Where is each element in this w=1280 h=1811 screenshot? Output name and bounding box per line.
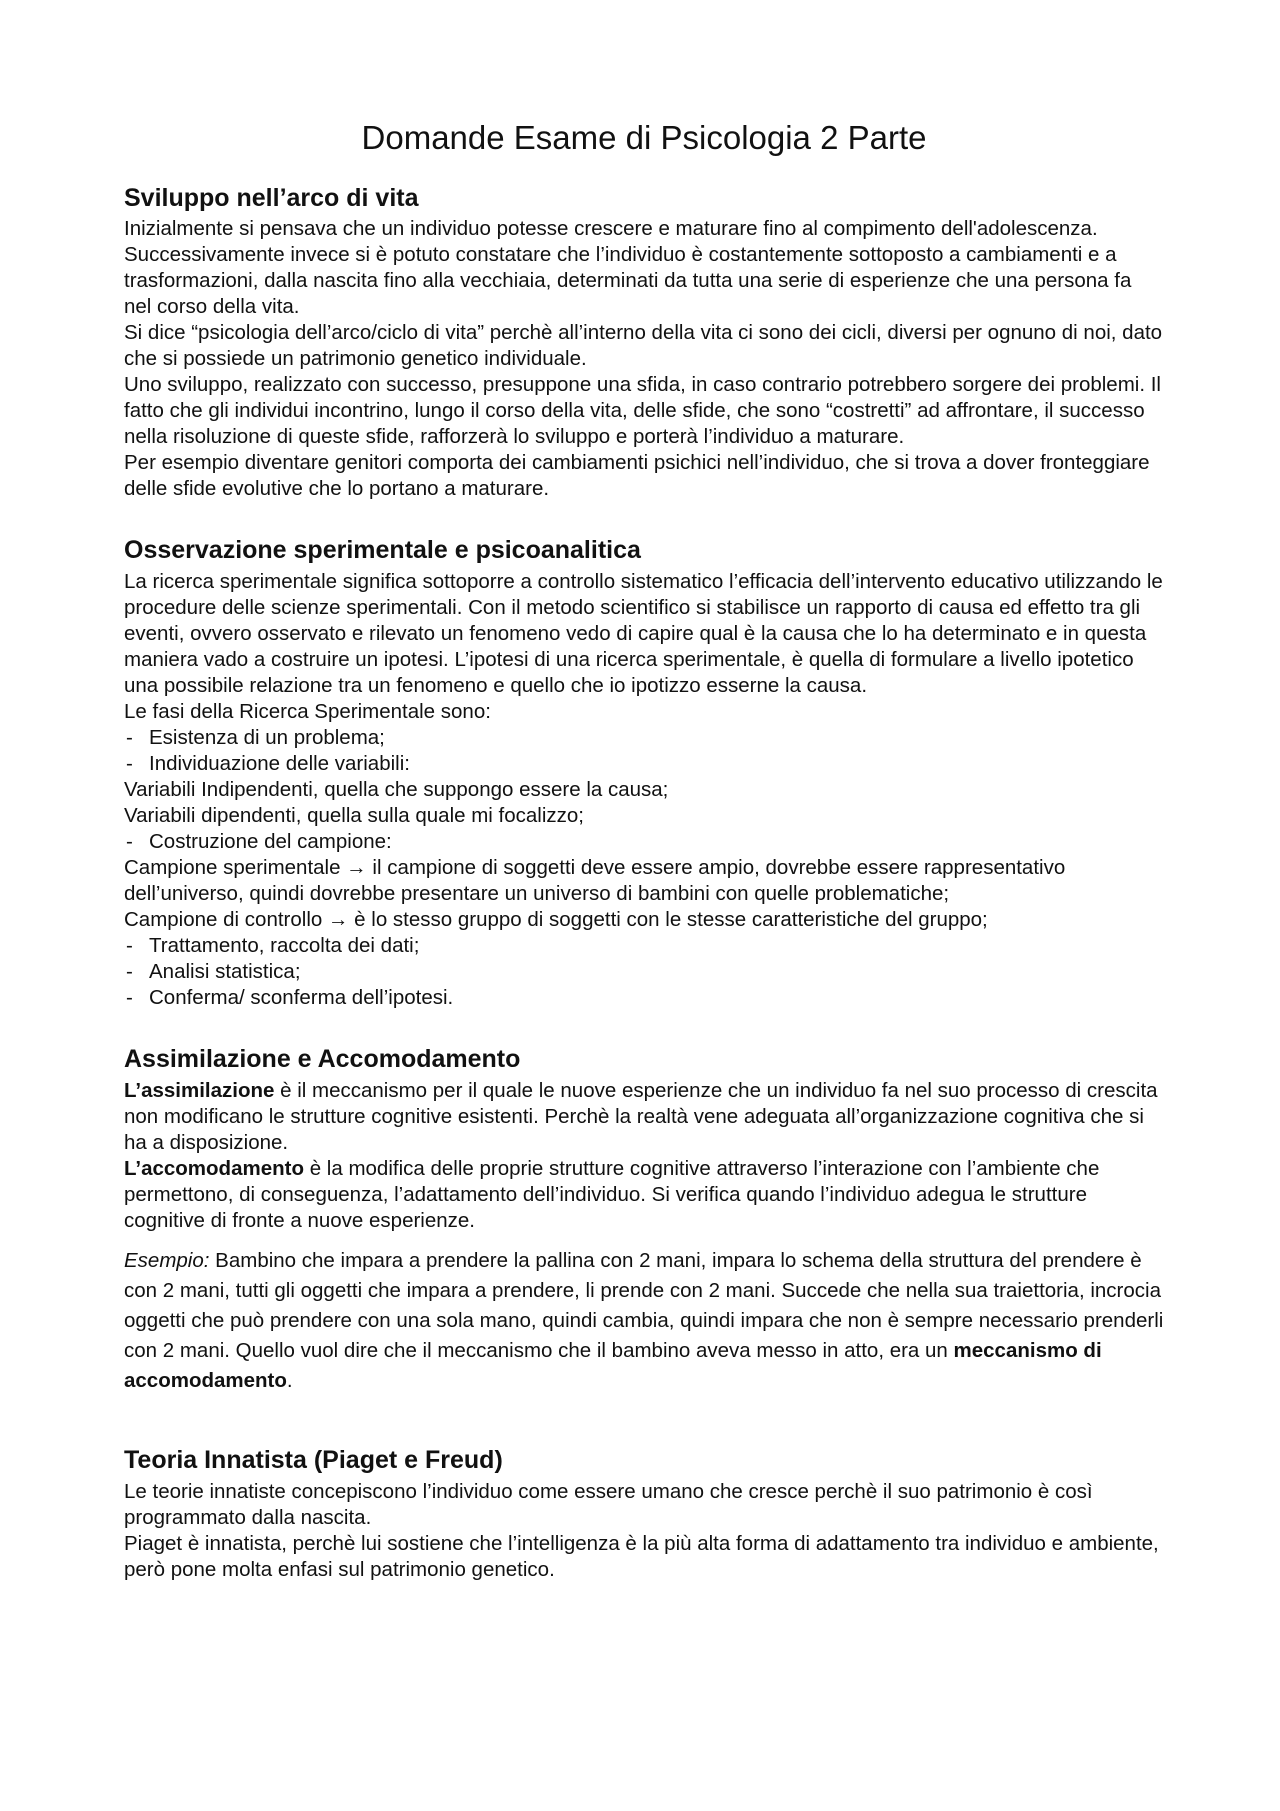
term-assimilazione: L’assimilazione <box>124 1078 275 1102</box>
section-teoria-innatista <box>124 1446 1164 1583</box>
section-title: Sviluppo nell’arco di vita <box>124 183 419 212</box>
section-osservazione <box>124 536 1164 1011</box>
section-title: Osservazione sperimentale e psicoanalitica <box>124 536 641 565</box>
document-page <box>124 118 1164 1583</box>
example-paragraph <box>124 1246 1164 1396</box>
list-item: - Trattamento, raccolta dei dati; <box>124 933 1164 959</box>
example-text: Bambino che impara a prendere la pallina con 2 mani, impara lo schema della struttura del prendere è con 2 mani, tutti gli oggetti che impara a prendere, li prende con 2 mani. Succede che nella sua traiettoria, incrocia oggetti che può prendere con una sola mano, quindi cambia, quindi impara che non è sempre necessario prenderli con 2 mani. Quello vuol dire che il meccanismo che il bambino aveva messo in atto, era un <box>124 1248 1164 1362</box>
paragraph: Si dice “psicologia dell’arco/ciclo di vita” perchè all’interno della vita ci sono dei cicli, diversi per ognuno di noi, dato che si possiede un patrimonio genetico individuale. <box>124 321 1163 371</box>
example-label: Esempio: <box>124 1248 210 1272</box>
list-item: - Esistenza di un problema; <box>124 725 1164 751</box>
paragraph-assimilazione <box>124 1078 1164 1156</box>
term-accomodamento: L’accomodamento <box>124 1156 304 1180</box>
list-item: - Analisi statistica; <box>124 959 1164 985</box>
paragraph: Le teorie innatiste concepiscono l’individuo come essere umano che cresce perchè il suo patrimonio è così programmato dalla nascita. <box>124 1479 1093 1529</box>
list-item: - Costruzione del campione: <box>124 829 1164 855</box>
paragraph: Campione sperimentale → il campione di soggetti deve essere ampio, dovrebbe essere rappresentativo dell’universo, quindi dovrebbe presentare un universo di bambini con quelle problematiche; <box>124 856 1066 906</box>
section-sviluppo <box>124 184 1164 503</box>
list-item: - Conferma/ sconferma dell’ipotesi. <box>124 985 1164 1011</box>
paragraph: La ricerca sperimentale significa sottoporre a controllo sistematico l’efficacia dell’intervento educativo utilizzando le procedure delle scienze sperimentali. Con il metodo scientifico si stabilisce un rapporto di causa ed effetto tra gli eventi, ovvero osservato e rilevato un fenomeno vedo di capire qual è la causa che lo ha determinato e in questa maniera vado a costruire un ipotesi. L’ipotesi di una ricerca sperimentale, è quella di formulare a livello ipotetico una possibile relazione tra un fenomeno e quello che io ipotizzo esserne la causa. <box>124 570 1163 698</box>
paragraph-accomodamento <box>124 1156 1164 1234</box>
accomodamento-text: è la modifica delle proprie strutture cognitive attraverso l’interazione con l’ambiente che permettono, di conseguenza, l’adattamento dell’individuo. Si verifica quando l’individuo adegua le strutture cognitive di fronte a nuove esperienze. <box>124 1156 1100 1232</box>
section-title: Teoria Innatista (Piaget e Freud) <box>124 1445 503 1474</box>
list-item: - Individuazione delle variabili: <box>124 751 1164 777</box>
section-title: Assimilazione e Accomodamento <box>124 1045 521 1074</box>
document-title: Domande Esame di Psicologia 2 Parte <box>361 119 927 156</box>
paragraph: Per esempio diventare genitori comporta dei cambiamenti psichici nell’individuo, che si trova a dover fronteggiare delle sfide evolutive che lo portano a maturare. <box>124 451 1150 501</box>
section-assimilazione <box>124 1045 1164 1396</box>
paragraph: Variabili dipendenti, quella sulla quale mi focalizzo; <box>124 804 584 828</box>
paragraph: Uno sviluppo, realizzato con successo, presuppone una sfida, in caso contrario potrebbero sorgere dei problemi. Il fatto che gli individui incontrino, lungo il corso della vita, delle sfide, che sono “costretti” ad affrontare, il successo nella risoluzione di queste sfide, rafforzerà lo sviluppo e porterà l’individuo a maturare. <box>124 373 1161 449</box>
paragraph: Inizialmente si pensava che un individuo potesse crescere e maturare fino al compimento dell'adolescenza. Successivamente invece si è potuto constatare che l’individuo è costantemente sottoposto a cambiamenti e a trasformazioni, dalla nascita fino alla vecchiaia, determinati da tutta una serie di esperienze che una persona fa nel corso della vita. <box>124 217 1132 319</box>
phases-label: Le fasi della Ricerca Sperimentale sono: <box>124 700 491 724</box>
example-end: . <box>286 1368 293 1392</box>
assimilazione-text: è il meccanismo per il quale le nuove esperienze che un individuo fa nel suo processo di crescita non modificano le strutture cognitive esistenti. Perchè la realtà vene adeguata all’organizzazione cognitiva che si ha a disposizione. <box>124 1078 1158 1154</box>
paragraph: Variabili Indipendenti, quella che suppongo essere la causa; <box>124 778 669 802</box>
example-bold: meccanismo di accomodamento <box>124 1338 1102 1392</box>
paragraph: Piaget è innatista, perchè lui sostiene che l’intelligenza è la più alta forma di adattamento tra individuo e ambiente, però pone molta enfasi sul patrimonio genetico. <box>124 1531 1159 1581</box>
paragraph: Campione di controllo → è lo stesso gruppo di soggetti con le stesse caratteristiche del gruppo; <box>124 908 988 932</box>
